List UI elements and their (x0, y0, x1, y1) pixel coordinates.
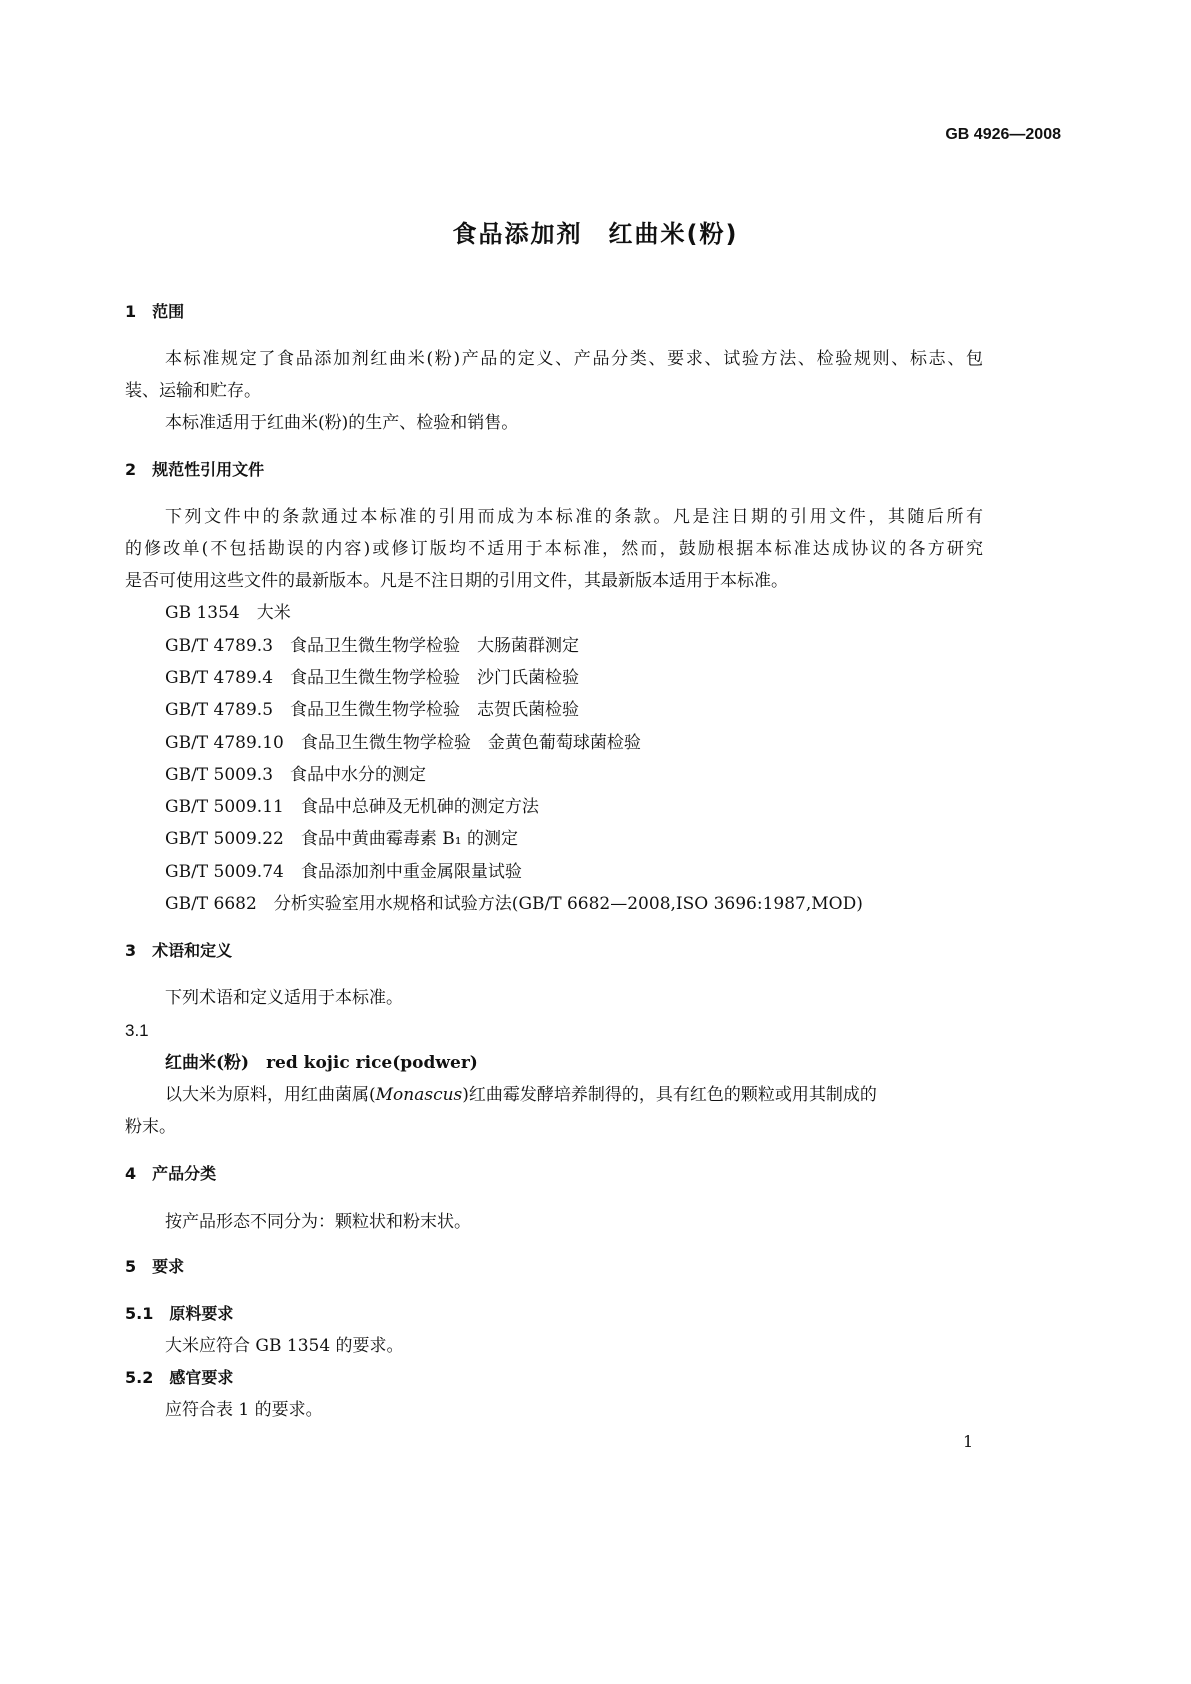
term: 红曲米(粉) red kojic rice(podwer) (165, 1053, 478, 1073)
reference-item: GB/T 5009.3 食品中水分的测定 (165, 765, 427, 785)
reference-item: GB/T 4789.3 食品卫生微生物学检验 大肠菌群测定 (165, 636, 580, 656)
standard-number: GB 4926—2008 (945, 126, 1061, 143)
paragraph-line: 装、运输和贮存。 (125, 381, 261, 401)
paragraph: 大米应符合 GB 1354 的要求。 (165, 1336, 404, 1356)
genus-name: Monascus (375, 1085, 463, 1105)
definition-line: 粉末。 (125, 1117, 176, 1137)
reference-item: GB/T 4789.10 食品卫生微生物学检验 金黄色葡萄球菌检验 (165, 733, 641, 753)
reference-item: GB/T 4789.4 食品卫生微生物学检验 沙门氏菌检验 (165, 668, 580, 688)
definition-text: )红曲霉发酵培养制得的，具有红色的颗粒或用其制成的 (462, 1085, 877, 1105)
paragraph-line: 是否可使用这些文件的最新版本。凡是不注日期的引用文件，其最新版本适用于本标准。 (125, 571, 788, 591)
definition-line (165, 1085, 877, 1105)
reference-item: GB 1354 大米 (165, 603, 291, 623)
paragraph-line: 的修改单(不包括勘误的内容)或修订版均不适用于本标准，然而，鼓励根据本标准达成协议的各方研究 (125, 539, 983, 559)
section-heading: 2 规范性引用文件 (125, 460, 265, 479)
paragraph-line: 本标准规定了食品添加剂红曲米(粉)产品的定义、产品分类、要求、试验方法、检验规则、标志、包 (165, 349, 983, 369)
subsection-heading: 5.1 原料要求 (125, 1304, 234, 1323)
reference-item: GB/T 6682 分析实验室用水规格和试验方法(GB/T 6682—2008,ISO 3696:1987,MOD) (165, 894, 863, 914)
paragraph: 下列术语和定义适用于本标准。 (165, 988, 403, 1008)
reference-item: GB/T 5009.11 食品中总砷及无机砷的测定方法 (165, 797, 539, 817)
section-heading: 4 产品分类 (125, 1164, 217, 1183)
subsection-heading: 5.2 感官要求 (125, 1368, 234, 1387)
paragraph-line: 下列文件中的条款通过本标准的引用而成为本标准的条款。凡是注日期的引用文件，其随后所有 (165, 507, 983, 527)
definition-text: 以大米为原料，用红曲菌属( (165, 1085, 376, 1105)
paragraph: 应符合表 1 的要求。 (165, 1400, 323, 1420)
reference-item: GB/T 4789.5 食品卫生微生物学检验 志贺氏菌检验 (165, 700, 580, 720)
section-heading: 5 要求 (125, 1257, 185, 1276)
clause-number: 3.1 (125, 1021, 149, 1040)
reference-item: GB/T 5009.74 食品添加剂中重金属限量试验 (165, 862, 522, 882)
page-number: 1 (963, 1432, 974, 1451)
paragraph: 按产品形态不同分为：颗粒状和粉末状。 (165, 1212, 471, 1232)
section-heading: 3 术语和定义 (125, 941, 233, 960)
page-title: 食品添加剂 红曲米(粉) (452, 220, 739, 248)
paragraph: 本标准适用于红曲米(粉)的生产、检验和销售。 (165, 413, 519, 433)
section-heading: 1 范围 (125, 302, 185, 321)
reference-item: GB/T 5009.22 食品中黄曲霉毒素 B₁ 的测定 (165, 829, 518, 849)
